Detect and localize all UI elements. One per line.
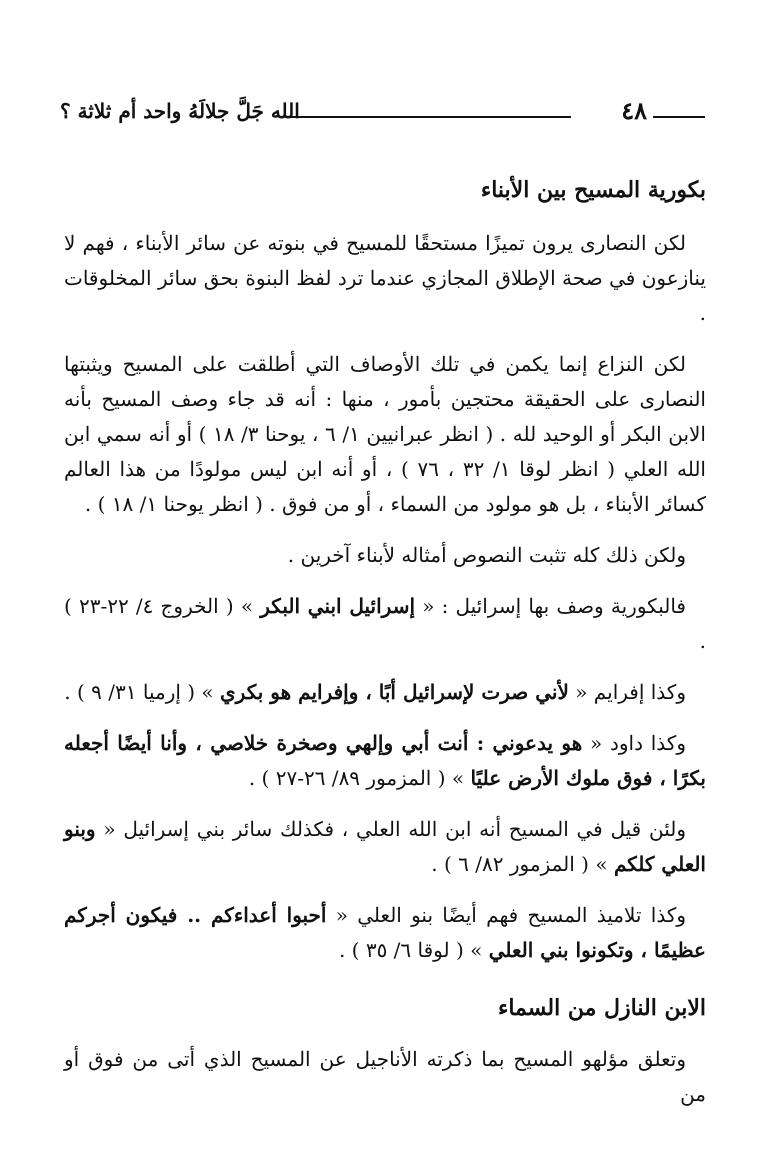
paragraph (64, 898, 706, 968)
paragraph-text: وكذا إفرايم « (568, 680, 686, 704)
scripture-quote: وبنو العلي كلكم (64, 817, 706, 876)
paragraph-text: » ( الخروج ٤/ ٢٢-٢٣ ) . (64, 594, 706, 653)
section-heading: بكورية المسيح بين الأبناء (480, 177, 706, 203)
paragraph: ولكن ذلك كله تثبت النصوص أمثاله لأبناء آخرين . (287, 543, 686, 567)
header-rule-left (289, 116, 571, 118)
section-heading: الابن النازل من السماء (497, 995, 706, 1021)
paragraph (64, 675, 706, 710)
paragraph (64, 812, 706, 882)
scripture-quote: إسرائيل ابني البكر (260, 594, 416, 618)
paragraph: لكن النزاع إنما يكمن في تلك الأوصاف التي أطلقت على المسيح ويثبتها النصارى على الحقيقة محتجين بأمور ، منها : أنه قد جاء وصف المسيح بأنه الابن البكر أو الوحيد لله . ( انظر عبرانيين ١/ ٦ ، يوحنا ٣/ ١٨ ) أو أنه سمي ابن الله العلي ( انظر لوقا ١/ ٣٢ ، ٧٦ ) ، أو أنه ابن ليس مولودًا من هذا العالم كسائر الأبناء ، بل هو مولود من السماء ، أو من فوق . ( انظر يوحنا ١/ ١٨ ) . (64, 352, 706, 516)
paragraph-text: » ( المزمور ٨٩/ ٢٦-٢٧ ) . (248, 766, 471, 790)
paragraph (64, 589, 706, 659)
paragraph-text: » ( إرميا ٣١/ ٩ ) . (64, 680, 221, 704)
paragraph-text: وكذا تلاميذ المسيح فهم أيضًا بنو العلي « (326, 903, 686, 927)
running-title: الله جَلَّ جلالَهُ واحد أم ثلاثة ؟ (60, 99, 300, 123)
header-rule-right (653, 116, 705, 118)
page-number: ٤٨ (621, 96, 647, 125)
paragraph-text: ولئن قيل في المسيح أنه ابن الله العلي ، فكذلك سائر بني إسرائيل « (95, 817, 686, 841)
page-header (60, 96, 705, 126)
paragraph-text: » ( المزمور ٨٢/ ٦ ) . (431, 852, 614, 876)
paragraph (64, 726, 706, 796)
paragraph-text: وكذا داود « (582, 731, 686, 755)
scripture-quote: أحبوا أعداءكم .. فيكون أجركم عظيمًا ، وتكونوا بني العلي (64, 903, 706, 962)
paragraph-text: » ( لوقا ٦/ ٣٥ ) . (338, 938, 489, 962)
page-body (64, 172, 706, 1128)
paragraph-text: فالبكورية وصف بها إسرائيل : « (415, 594, 686, 618)
paragraph: لكن النصارى يرون تميزًا مستحقًا للمسيح في بنوته عن سائر الأبناء ، فهم لا ينازعون في صحة الإطلاق المجازي عندما ترد لفظ البنوة بحق سائر المخلوقات . (64, 231, 706, 325)
paragraph: وتعلق مؤلهو المسيح بما ذكرته الأناجيل عن المسيح الذي أتى من فوق أو من (64, 1047, 706, 1106)
scripture-quote: لأني صرت لإسرائيل أبًا ، وإفرايم هو بكري (220, 680, 569, 704)
scripture-quote: هو يدعوني : أنت أبي وإلهي وصخرة خلاصي ، وأنا أيضًا أجعله بكرًا ، فوق ملوك الأرض عليًا (64, 731, 706, 790)
